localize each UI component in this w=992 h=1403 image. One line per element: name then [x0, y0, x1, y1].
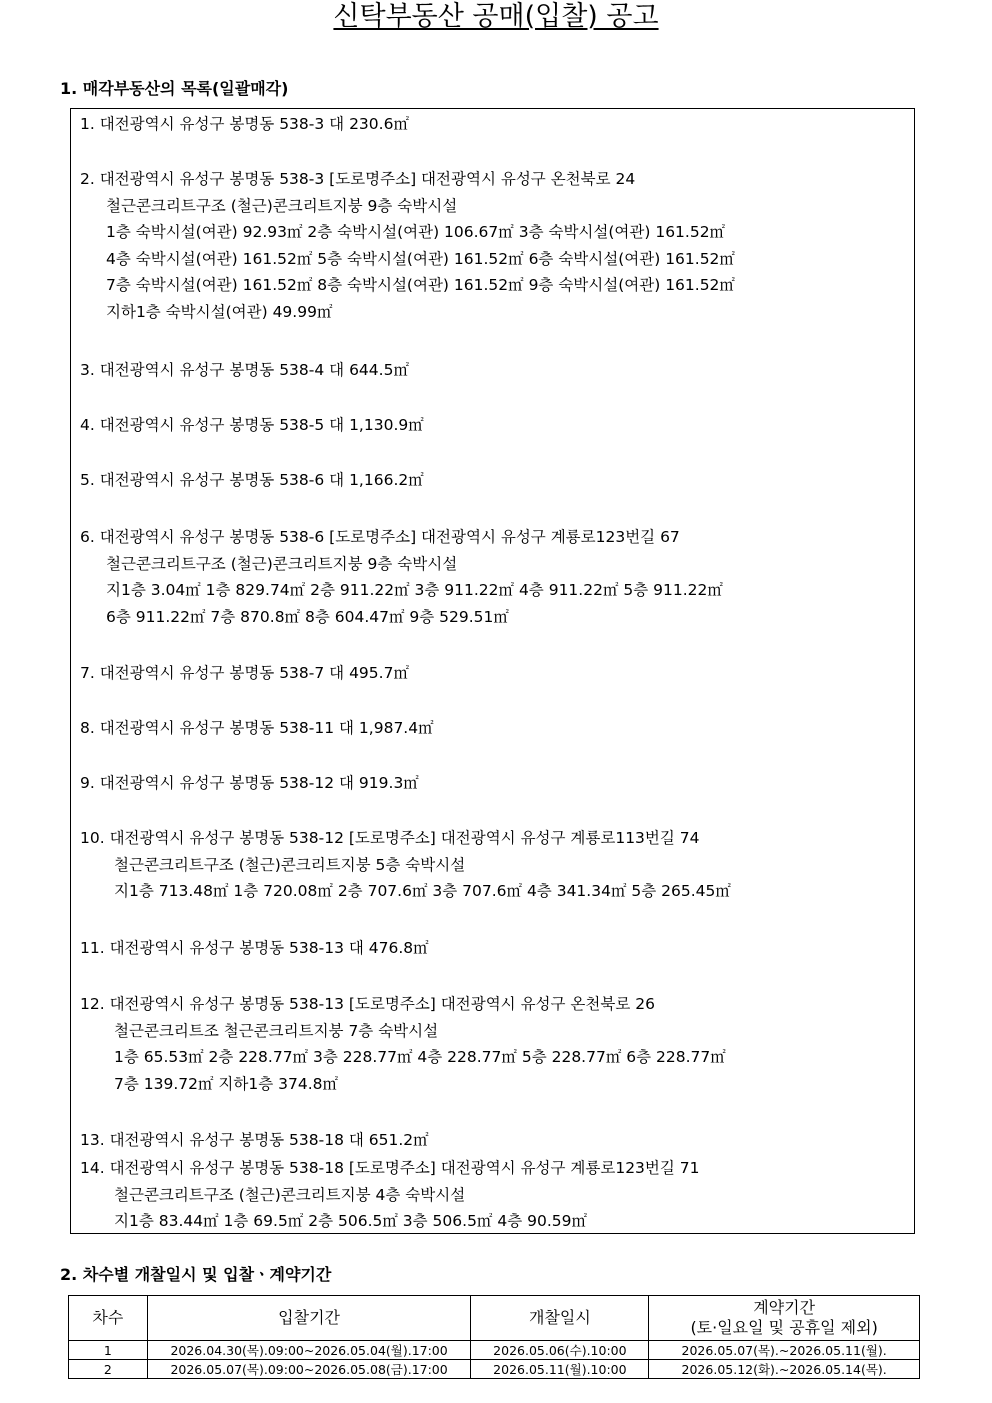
cell-contract-period: 2026.05.07(목).~2026.05.11(월). [649, 1341, 920, 1360]
property-item-2: 2. 대전광역시 유성구 봉명동 538-3 [도로명주소] 대전광역시 유성구 온천북로 24 철근콘크리트구조 (철근)콘크리트지붕 9층 숙박시설 1층 숙박시설(여관) 92.93㎡ 2층 숙박시설(여관) 106.67㎡ 3층 숙박시설(여관) 161.52㎡ 4층 숙박시설(여관) 161.52㎡ 5층 숙박시설(여관) 161.52㎡ 6층 숙박시설(여관) 161.52㎡ 7층 숙박시설(여관) 161.52㎡ 8층 숙박시설(여관) 161.52㎡ 9층 숙박시설(여관) 161.52㎡ 지하1층 숙박시설(여관) 49.99㎡ [80, 170, 735, 321]
header-bid-period: 입찰기간 [147, 1296, 471, 1341]
page-title: 신탁부동산 공매(입찰) 공고 [333, 1, 659, 32]
cell-contract-period: 2026.05.12(화).~2026.05.14(목). [649, 1360, 920, 1379]
property-item-11: 11. 대전광역시 유성구 봉명동 538-13 대 476.8㎡ [80, 939, 429, 957]
property-item-4: 4. 대전광역시 유성구 봉명동 538-5 대 1,130.9㎡ [80, 416, 424, 434]
property-item-12: 12. 대전광역시 유성구 봉명동 538-13 [도로명주소] 대전광역시 유성구 온천북로 26 철근콘크리트조 철근콘크리트지붕 7층 숙박시설 1층 65.53㎡ 2층 228.77㎡ 3층 228.77㎡ 4층 228.77㎡ 5층 228.77㎡ 6층 228.77㎡ 7층 139.72㎡ 지하1층 374.8㎡ [80, 995, 726, 1093]
property-list-box [70, 108, 915, 1234]
schedule-table [68, 1295, 920, 1379]
property-item-10: 10. 대전광역시 유성구 봉명동 538-12 [도로명주소] 대전광역시 유성구 계룡로113번길 74 철근콘크리트구조 (철근)콘크리트지붕 5층 숙박시설 지1층 713.48㎡ 1층 720.08㎡ 2층 707.6㎡ 3층 707.6㎡ 4층 341.34㎡ 5층 265.45㎡ [80, 829, 731, 901]
header-contract-period: 계약기간 (토·일요일 및 공휴일 제외) [649, 1296, 920, 1341]
property-item-13: 13. 대전광역시 유성구 봉명동 538-18 대 651.2㎡ [80, 1131, 429, 1149]
property-item-8: 8. 대전광역시 유성구 봉명동 538-11 대 1,987.4㎡ [80, 719, 434, 737]
cell-round: 1 [69, 1341, 148, 1360]
cell-bid-period: 2026.05.07(목).09:00~2026.05.08(금).17:00 [147, 1360, 471, 1379]
table-header-row [69, 1296, 920, 1341]
cell-opening-date: 2026.05.11(월).10:00 [471, 1360, 649, 1379]
cell-opening-date: 2026.05.06(수).10:00 [471, 1341, 649, 1360]
property-item-9: 9. 대전광역시 유성구 봉명동 538-12 대 919.3㎡ [80, 774, 419, 792]
header-round: 차수 [69, 1296, 148, 1341]
property-item-14: 14. 대전광역시 유성구 봉명동 538-18 [도로명주소] 대전광역시 유성구 계룡로123번길 71 철근콘크리트구조 (철근)콘크리트지붕 4층 숙박시설 지1층 83.44㎡ 1층 69.5㎡ 2층 506.5㎡ 3층 506.5㎡ 4층 90.59㎡ [80, 1159, 700, 1231]
table-row [69, 1341, 920, 1360]
property-item-6: 6. 대전광역시 유성구 봉명동 538-6 [도로명주소] 대전광역시 유성구 계룡로123번길 67 철근콘크리트구조 (철근)콘크리트지붕 9층 숙박시설 지1층 3.04㎡ 1층 829.74㎡ 2층 911.22㎡ 3층 911.22㎡ 4층 911.22㎡ 5층 911.22㎡ 6층 911.22㎡ 7층 870.8㎡ 8층 604.47㎡ 9층 529.51㎡ [80, 528, 723, 626]
cell-bid-period: 2026.04.30(목).09:00~2026.05.04(월).17:00 [147, 1341, 471, 1360]
property-item-3: 3. 대전광역시 유성구 봉명동 538-4 대 644.5㎡ [80, 361, 409, 379]
cell-round: 2 [69, 1360, 148, 1379]
header-opening-date: 개찰일시 [471, 1296, 649, 1341]
property-item-7: 7. 대전광역시 유성구 봉명동 538-7 대 495.7㎡ [80, 664, 409, 682]
property-item-5: 5. 대전광역시 유성구 봉명동 538-6 대 1,166.2㎡ [80, 471, 424, 489]
section-heading-property-list: 1. 매각부동산의 목록(일괄매각) [60, 79, 289, 98]
table-row [69, 1360, 920, 1379]
property-item-1: 1. 대전광역시 유성구 봉명동 538-3 대 230.6㎡ [80, 115, 409, 133]
section-heading-schedule: 2. 차수별 개찰일시 및 입찰ㆍ계약기간 [60, 1265, 332, 1284]
